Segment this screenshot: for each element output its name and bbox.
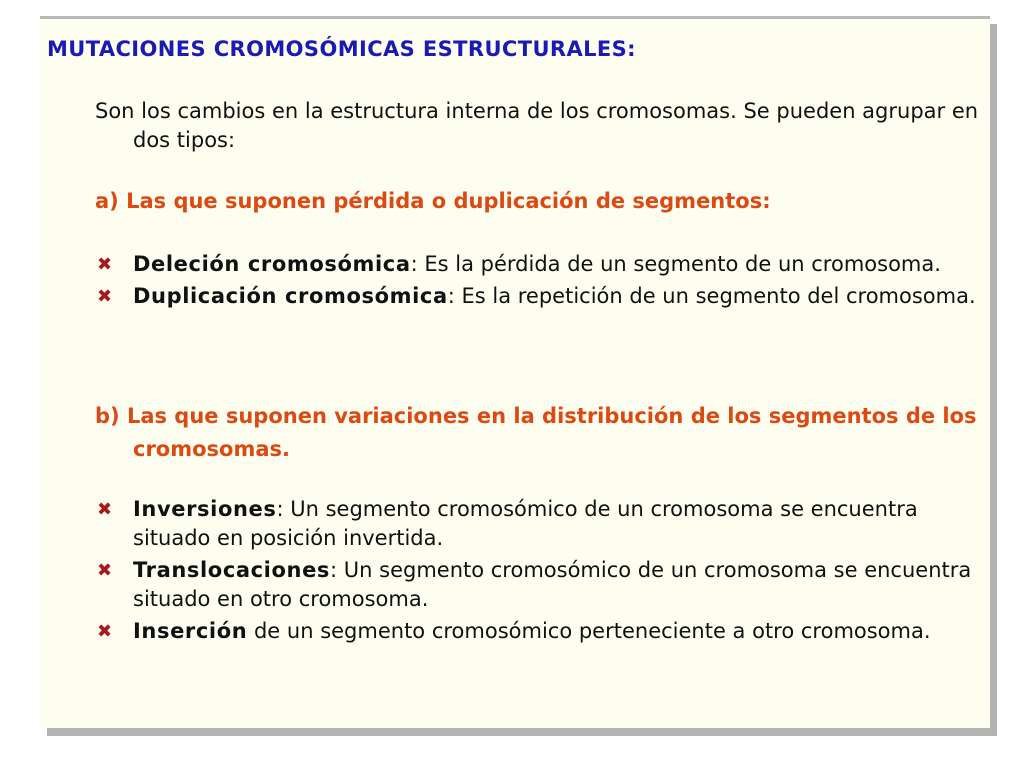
slide-title: MUTACIONES CROMOSÓMICAS ESTRUCTURALES: [47,37,636,61]
definition-inversiones: : Un segmento cromosómico de un cromosoma se encuentra situado en posición invertida. [133,497,918,550]
list-item-inversiones [95,495,995,553]
definition-delecion: : Es la pérdida de un segmento de un cromosoma. [410,252,941,276]
list-item-duplicacion [95,282,995,311]
list-item-insercion [95,617,995,646]
list-item-translocaciones [95,556,995,614]
term-inversiones: Inversiones [133,497,277,521]
section-b-heading: b) Las que suponen variaciones en la distribución de los segmentos de los cromosomas. [95,404,977,461]
intro-paragraph: Son los cambios en la estructura interna de los cromosomas. Se pueden agrupar en dos tipos: [95,99,979,152]
list-item-delecion [95,250,995,279]
bullet-x-icon: ✖ [97,286,113,307]
bullet-x-icon: ✖ [97,621,113,642]
term-delecion: Deleción cromosómica [133,252,411,276]
term-duplicacion: Duplicación cromosómica [133,284,448,308]
bullet-x-icon: ✖ [97,499,113,520]
slide [40,16,990,728]
section-a-heading: a) Las que suponen pérdida o duplicación de segmentos: [95,189,771,213]
bullet-x-icon: ✖ [97,560,113,581]
definition-duplicacion: : Es la repetición de un segmento del cromosoma. [447,284,976,308]
term-insercion: Inserción [133,619,248,643]
bullet-x-icon: ✖ [97,254,113,275]
term-translocaciones: Translocaciones [133,558,331,582]
section-a-list [95,250,995,314]
definition-translocaciones: : Un segmento cromosómico de un cromosoma se encuentra situado en otro cromosoma. [133,558,972,611]
section-b-list [95,495,995,649]
definition-insercion: de un segmento cromosómico perteneciente a otro cromosoma. [247,619,931,643]
